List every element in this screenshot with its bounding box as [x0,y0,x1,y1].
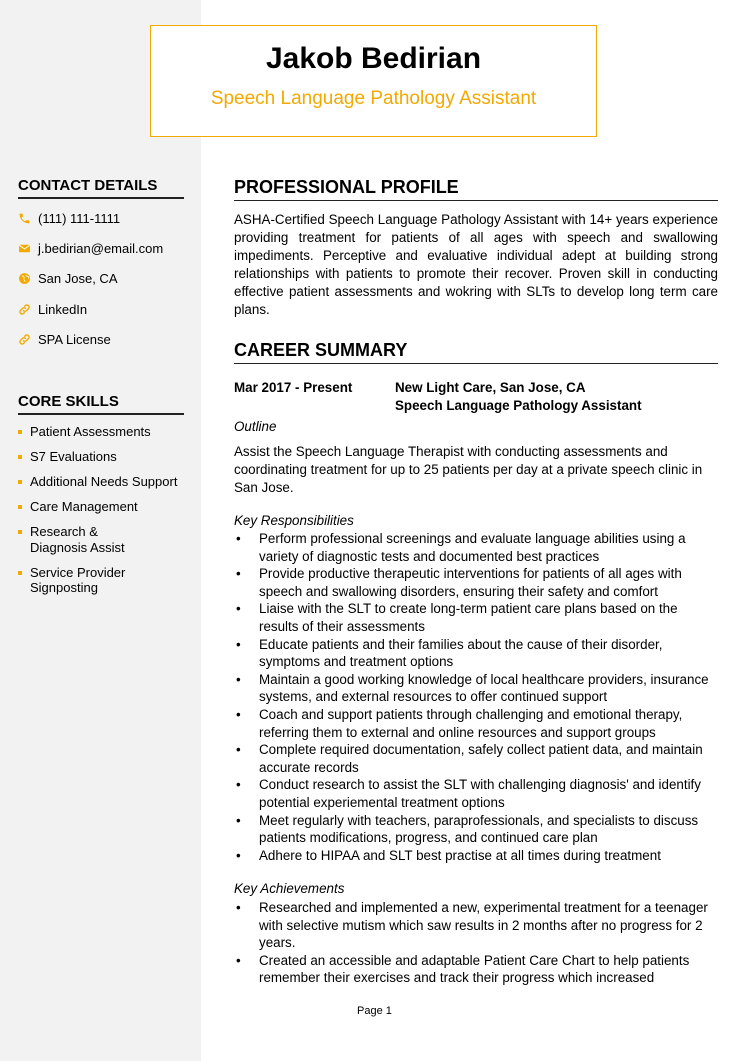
list-item [234,671,718,706]
skill-label: Service Provider Signposting [30,564,126,595]
contact-email [18,241,188,271]
list-item [234,530,718,565]
contact-linkedin-label[interactable]: LinkedIn [38,301,88,317]
contact-phone-label: (111) 111-1111 [38,211,121,226]
name-header-box [150,25,597,137]
profile-text: ASHA-Certified Speech Language Pathology Assistant with 14+ years experience providing treatment for patients of all ages with speech and swallowing impediments. Perceptive and evaluative individual adept at building strong relationships with patients to promote their recover. Proven skill in conducting effective patient assessments and wokring with SLTs to develop long term care plans. [234,212,718,317]
skills-list [18,424,188,605]
outline-text: Assist the Speech Language Therapist with conducting assessments and coordinating treatment for up to 25 patients per day at a private speech clinic in San Jose. [234,444,703,495]
skill-label: S7 Evaluations [30,449,117,464]
page-number: Page 1 [357,1005,392,1017]
contact-phone [18,211,188,241]
list-item-text: Perform professional screenings and evaluate language abilities using a variety of diagnostic tests and documented best practices [259,531,686,564]
outline-label: Outline [234,419,277,434]
bullet-dot: • [236,847,241,863]
bullet-square [18,455,22,459]
contact-details-heading: CONTACT DETAILS [18,177,184,199]
link-icon [18,303,32,317]
contact-email-label: j.bedirian@email.com [38,241,164,257]
list-item [234,847,718,865]
professional-profile-heading: PROFESSIONAL PROFILE [234,177,718,201]
skill-item [18,424,188,440]
list-item [234,952,718,987]
skill-label: Patient Assessments [30,424,151,439]
candidate-name: Jakob Bedirian [265,42,482,75]
link-icon [18,333,32,347]
list-item [234,741,718,776]
skill-label: Care Management [30,499,138,514]
list-item-text: Maintain a good working knowledge of local healthcare providers, insurance systems, and external resources to offer continued support [259,671,709,705]
skill-item [18,524,158,555]
job-title: Speech Language Pathology Assistant [210,88,537,109]
responsibilities-list [234,530,718,864]
list-item-text: Meet regularly with teachers, paraprofessionals, and specialists to discuss patients modifications, progress, and continued care plan [259,812,699,846]
bullet-square [18,530,22,534]
contact-license[interactable] [18,332,188,362]
skill-item [18,499,188,515]
list-item-text: Provide productive therapeutic interventions for patients of all ages with speech and swallowing disorders, ensuring their safety and comfort [259,566,682,599]
bullet-square [18,430,22,434]
skill-item [18,449,188,465]
bullet-dot: • [236,671,241,687]
bullet-dot: • [236,812,241,828]
list-item [234,600,718,635]
achievements-list [234,899,718,987]
list-item-text: Complete required documentation, safely collect patient data, and maintain accurate records [259,742,703,775]
bullet-square [18,505,22,509]
job-company: New Light Care, San Jose, CA [395,380,586,395]
list-item-text: Created an accessible and adaptable Patient Care Chart to help patients remember their exercises and track their progress which increased [259,952,690,986]
list-item [234,776,718,811]
phone-icon [18,212,32,226]
list-item [234,636,718,671]
core-skills-heading: CORE SKILLS [18,393,184,415]
contact-location [18,271,188,301]
list-item [234,565,718,600]
contact-linkedin[interactable] [18,302,188,332]
email-icon [18,242,32,256]
responsibilities-label: Key Responsibilities [234,513,354,528]
globe-icon [18,272,32,286]
list-item-text: Adhere to HIPAA and SLT best practise at all times during treatment [259,847,661,863]
skill-label: Research & Diagnosis Assist [30,524,125,555]
list-item [234,812,718,847]
bullet-dot: • [236,531,241,546]
list-item-text: Educate patients and their families about the cause of their disorder, symptoms and treatment options [259,636,663,670]
job-role: Speech Language Pathology Assistant [395,398,642,413]
skill-item [18,565,138,596]
job-dates: Mar 2017 - Present [234,380,353,395]
achievements-label: Key Achievements [234,881,345,896]
bullet-dot: • [236,636,241,652]
bullet-dot: • [236,601,241,617]
career-summary-heading: CAREER SUMMARY [234,340,718,364]
list-item [234,899,718,952]
bullet-dot: • [236,742,241,758]
list-item-text: Researched and implemented a new, experimental treatment for a teenager with selective mutism which saw results in 2 months after no progress for 2 years. [259,900,708,951]
bullet-square [18,480,22,484]
bullet-dot: • [236,952,241,968]
list-item-text: Liaise with the SLT to create long-term patient care plans based on the results of their assessments [259,601,678,634]
contact-list [18,211,188,362]
skill-item [18,474,188,490]
skill-label: Additional Needs Support [30,474,178,489]
bullet-dot: • [236,900,241,915]
bullet-square [18,571,22,575]
bullet-dot: • [236,777,241,793]
list-item-text: Coach and support patients through challenging and emotional therapy, referring them to external and online resources and support groups [259,706,683,740]
list-item-text: Conduct research to assist the SLT with challenging diagnosis' and identify potential experiemental treatment options [259,777,701,810]
contact-license-label[interactable]: SPA License [38,331,111,347]
list-item [234,706,718,741]
bullet-dot: • [236,566,241,582]
contact-location-label: San Jose, CA [38,271,118,287]
bullet-dot: • [236,706,241,722]
